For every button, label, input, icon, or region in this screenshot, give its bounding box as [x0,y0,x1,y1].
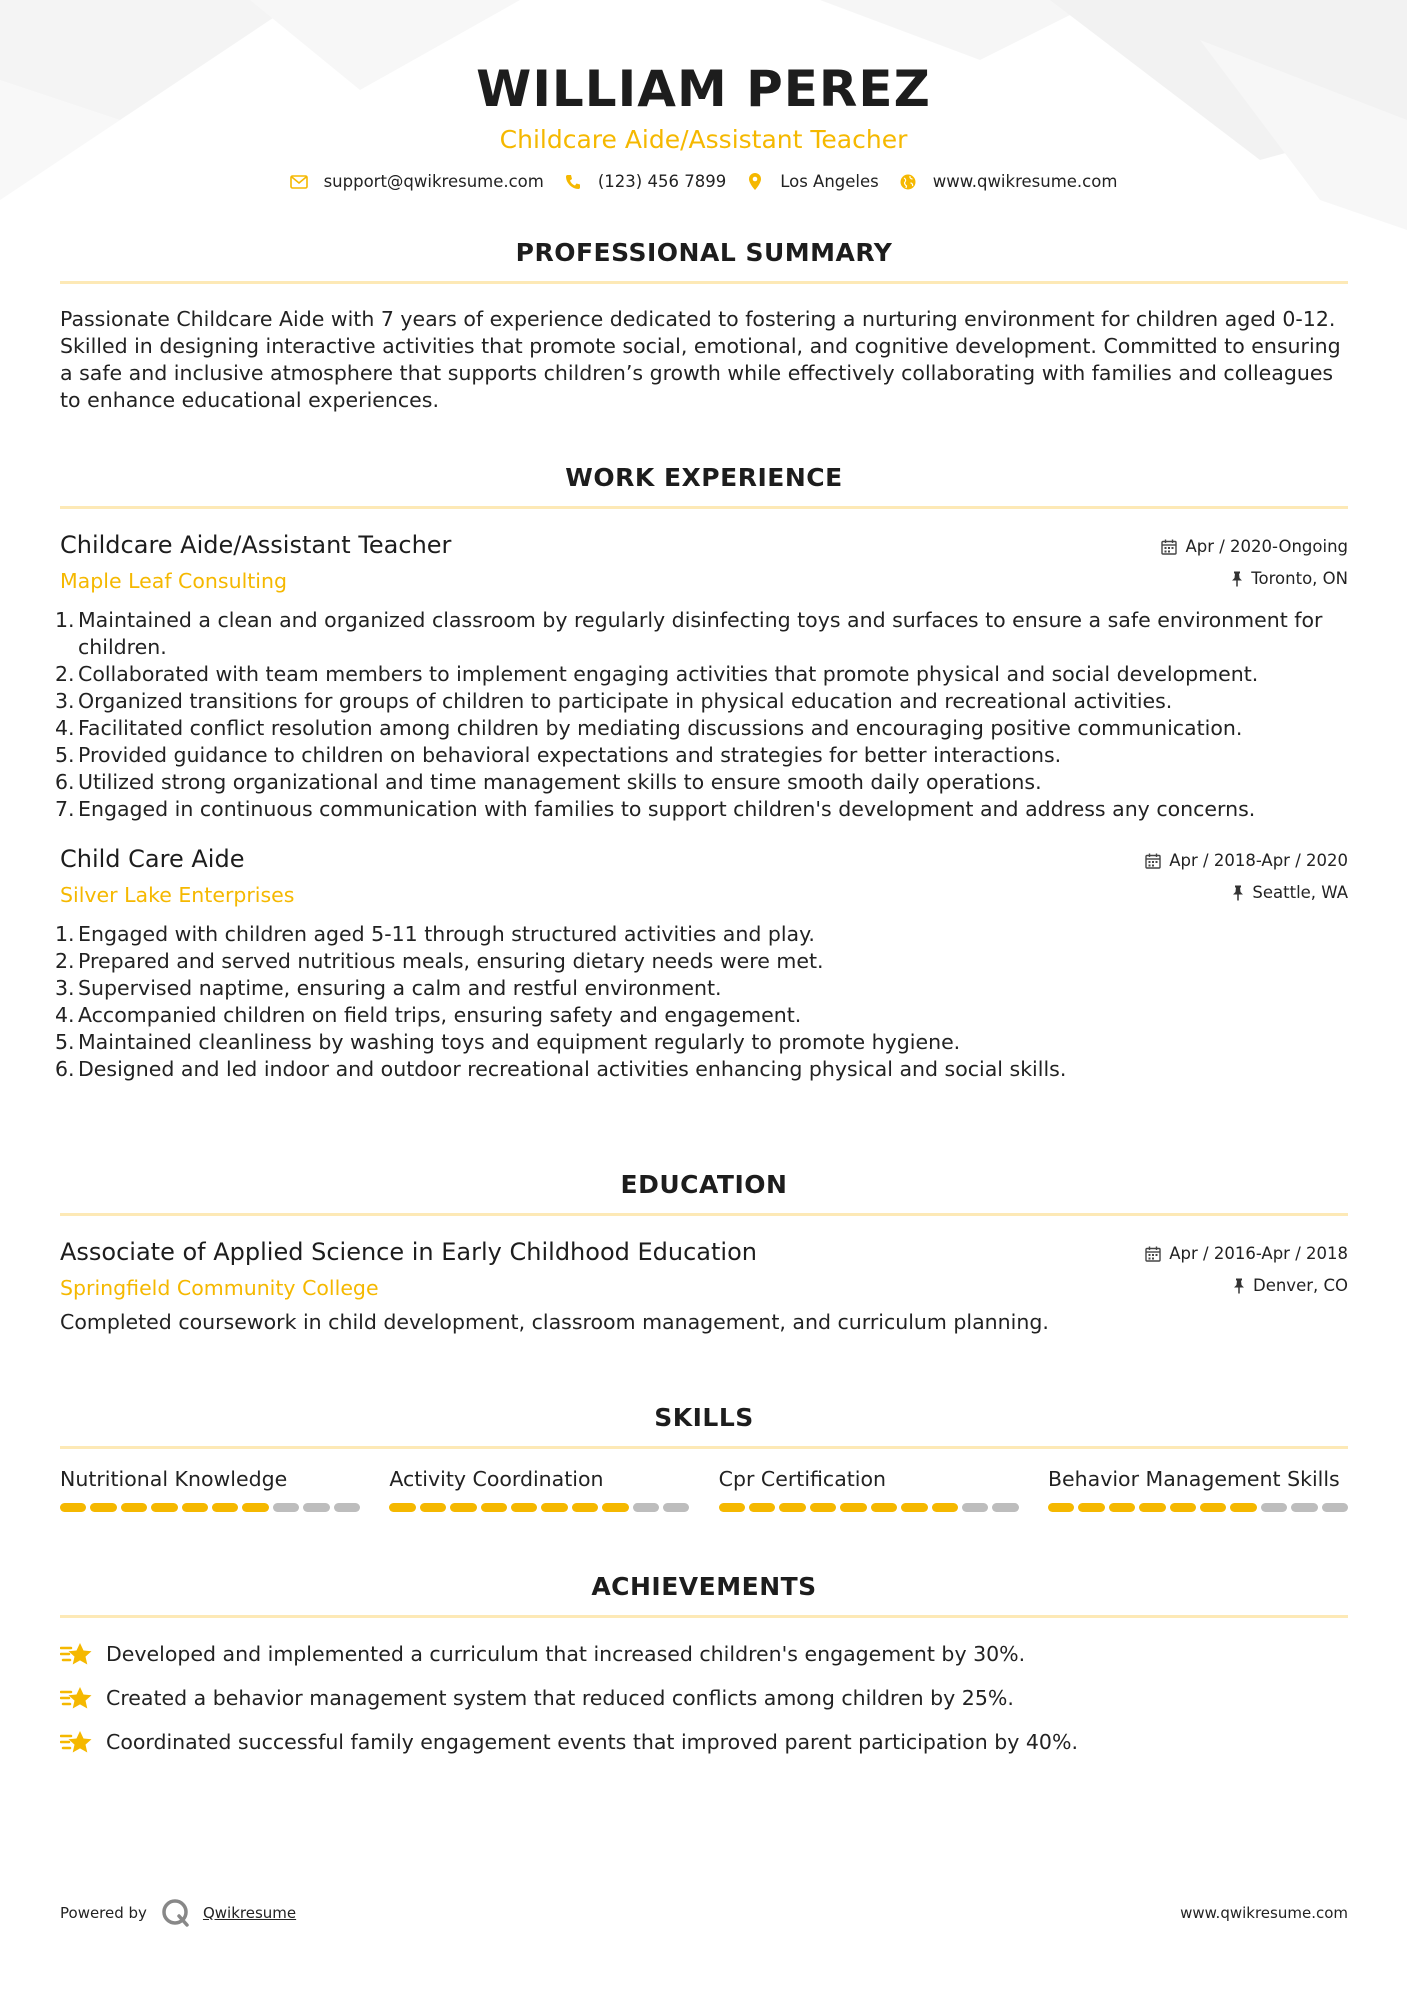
contact-phone-text: (123) 456 7899 [597,172,727,191]
contact-email-text: support@qwikresume.com [323,172,544,191]
powered-by-label: Powered by [60,1904,147,1922]
calendar-icon [1145,853,1161,869]
skill-segment-filled [389,1503,415,1512]
skill-segment-filled [1139,1503,1165,1512]
list-item: 4. Facilitated conflict resolution among children by mediating discussions and encouraging positive communication. [55,716,1243,740]
summary-text: Passionate Childcare Aide with 7 years of experience dedicated to fostering a nurturing environment for children aged 0-12. Skilled in designing interactive activities that promote social, emotional, and cognitive development. Committed to ensuring a safe and inclusive atmosphere that supports children’s growth while effectively collaborating with families and colleagues to enhance educational experiences. [60,307,1341,412]
achievements-list [60,1640,1348,1756]
job-location-text: Toronto, ON [1251,569,1348,588]
skill-segment-filled [749,1503,775,1512]
section-divider [60,1213,1348,1216]
skill-segment-filled [1078,1503,1104,1512]
candidate-title: Childcare Aide/Assistant Teacher [499,125,908,154]
education-dates-text: Apr / 2016-Apr / 2018 [1169,1244,1348,1263]
skill-name: Activity Coordination [389,1467,604,1491]
globe-icon [899,173,917,191]
contact-email[interactable] [290,172,544,191]
skill-segment-filled [810,1503,836,1512]
education-dates [1145,1244,1348,1263]
skill-segment-filled [541,1503,567,1512]
resume-header [0,0,1407,191]
skill-segment-empty [1322,1503,1348,1512]
job-dates [1161,537,1348,556]
contact-bar [0,172,1407,191]
list-item: 6. Utilized strong organizational and time management skills to ensure smooth daily operations. [55,770,1042,794]
list-item [60,1728,1348,1756]
summary-heading: PROFESSIONAL SUMMARY [515,238,893,267]
calendar-icon [1145,1246,1161,1262]
skill-segment-filled [572,1503,598,1512]
skill-item [389,1467,689,1512]
skill-segment-filled [840,1503,866,1512]
skill-segment-filled [1109,1503,1135,1512]
skill-segment-filled [1170,1503,1196,1512]
list-item [60,1684,1348,1712]
envelope-icon [290,173,308,191]
section-divider [60,506,1348,509]
skill-segment-filled [420,1503,446,1512]
job-bullets [55,607,1348,823]
list-item: 4. Accompanied children on field trips, ensuring safety and engagement. [55,1003,802,1027]
skill-segment-filled [932,1503,958,1512]
brand-link[interactable]: Qwikresume [202,1904,297,1922]
job-dates-text: Apr / 2018-Apr / 2020 [1169,851,1348,870]
education-location-text: Denver, CO [1252,1276,1348,1295]
experience-section [55,463,1348,1083]
achievement-text: Created a behavior management system that reduced conflicts among children by 25%. [106,1686,1014,1710]
job-entry [55,845,1348,1083]
skill-segment-empty [962,1503,988,1512]
shooting-star-icon [60,1728,92,1756]
list-item: 2. Prepared and served nutritious meals, ensuring dietary needs were met. [55,949,824,973]
list-item: 7. Engaged in continuous communication with families to support children's development and address any concerns. [55,797,1256,821]
skill-name: Nutritional Knowledge [60,1467,288,1491]
skill-level-bar [1048,1503,1348,1512]
skill-segment-filled [481,1503,507,1512]
skill-segment-filled [1230,1503,1256,1512]
skill-segment-empty [663,1503,689,1512]
job-bullets [55,921,1348,1083]
skill-level-bar [719,1503,1019,1512]
shooting-star-icon [60,1684,92,1712]
skill-segment-filled [450,1503,476,1512]
skill-segment-empty [1261,1503,1287,1512]
skill-segment-filled [1200,1503,1226,1512]
skill-item [1048,1467,1348,1512]
job-dates [1145,851,1348,870]
list-item: 3. Supervised naptime, ensuring a calm and restful environment. [55,976,722,1000]
education-location [1233,1276,1348,1295]
job-dates-text: Apr / 2020-Ongoing [1185,537,1348,556]
shooting-star-icon [60,1640,92,1668]
achievements-heading: ACHIEVEMENTS [591,1572,817,1601]
skill-segment-empty [992,1503,1018,1512]
skill-segment-filled [602,1503,628,1512]
skill-item [719,1467,1019,1512]
skill-segment-empty [633,1503,659,1512]
list-item: 1. Maintained a clean and organized classroom by regularly disinfecting toys and surfaces to ensure a safe environment for children. [55,608,1323,659]
list-item: 2. Collaborated with team members to implement engaging activities that promote physical and social development. [55,662,1259,686]
contact-location [746,172,879,191]
skills-heading: SKILLS [654,1403,754,1432]
company-name: Maple Leaf Consulting [60,569,288,593]
school-name: Springfield Community College [60,1276,379,1300]
phone-icon [564,173,582,191]
skill-segment-filled [871,1503,897,1512]
skill-segment-filled [901,1503,927,1512]
experience-heading: WORK EXPERIENCE [565,463,843,492]
skill-segment-filled [719,1503,745,1512]
skill-item [60,1467,360,1512]
summary-section [60,238,1348,414]
list-item [60,1640,1348,1668]
skill-segment-empty [303,1503,329,1512]
skill-segment-filled [1048,1503,1074,1512]
education-heading: EDUCATION [620,1170,788,1199]
skill-level-bar [389,1503,689,1512]
section-divider [60,281,1348,284]
job-title: Child Care Aide [60,845,245,873]
candidate-name: WILLIAM PEREZ [476,60,931,118]
page-footer [60,1898,1348,1928]
skill-segment-filled [151,1503,177,1512]
calendar-icon [1161,539,1177,555]
achievement-text: Coordinated successful family engagement events that improved parent participation by 40%. [106,1730,1078,1754]
job-entry [55,531,1348,823]
job-location [1231,569,1348,588]
qwikresume-logo-icon [161,1898,191,1928]
skill-segment-filled [779,1503,805,1512]
company-name: Silver Lake Enterprises [60,883,295,907]
skill-segment-filled [60,1503,86,1512]
skill-segment-filled [182,1503,208,1512]
contact-phone[interactable] [564,172,726,191]
skill-level-bar [60,1503,360,1512]
pushpin-icon [1233,1278,1245,1294]
list-item: 6. Designed and led indoor and outdoor recreational activities enhancing physical and social skills. [55,1057,1067,1081]
job-title: Childcare Aide/Assistant Teacher [60,531,452,559]
education-entry [60,1238,1348,1334]
degree-title: Associate of Applied Science in Early Childhood Education [60,1238,757,1266]
job-location-text: Seattle, WA [1252,883,1348,902]
education-description: Completed coursework in child development, classroom management, and curriculum planning. [60,1310,1049,1334]
contact-website[interactable] [899,172,1118,191]
list-item: 3. Organized transitions for groups of children to participate in physical education and recreational activities. [55,689,1173,713]
list-item: 5. Maintained cleanliness by washing toys and equipment regularly to promote hygiene. [55,1030,961,1054]
skill-segment-filled [212,1503,238,1512]
skill-segment-filled [511,1503,537,1512]
skill-segment-filled [121,1503,147,1512]
skills-list [60,1467,1348,1512]
job-location [1232,883,1348,902]
education-section [60,1170,1348,1334]
powered-by [60,1898,296,1928]
footer-website[interactable]: www.qwikresume.com [1180,1904,1348,1922]
contact-website-text: www.qwikresume.com [932,172,1118,191]
skill-name: Cpr Certification [718,1467,887,1491]
skill-segment-filled [242,1503,268,1512]
achievements-section [60,1572,1348,1772]
skill-segment-empty [273,1503,299,1512]
section-divider [60,1615,1348,1618]
skill-segment-filled [90,1503,116,1512]
pushpin-icon [1231,571,1243,587]
section-divider [60,1446,1348,1449]
pushpin-icon [1232,885,1244,901]
skill-segment-empty [334,1503,360,1512]
skill-name: Behavior Management Skills [1047,1467,1340,1491]
contact-location-text: Los Angeles [780,172,879,191]
skills-section [60,1403,1348,1512]
list-item: 5. Provided guidance to children on behavioral expectations and strategies for better interactions. [55,743,1062,767]
list-item: 1. Engaged with children aged 5-11 through structured activities and play. [55,922,815,946]
skill-segment-empty [1291,1503,1317,1512]
achievement-text: Developed and implemented a curriculum that increased children's engagement by 30%. [106,1642,1026,1666]
map-pin-icon [746,173,764,191]
